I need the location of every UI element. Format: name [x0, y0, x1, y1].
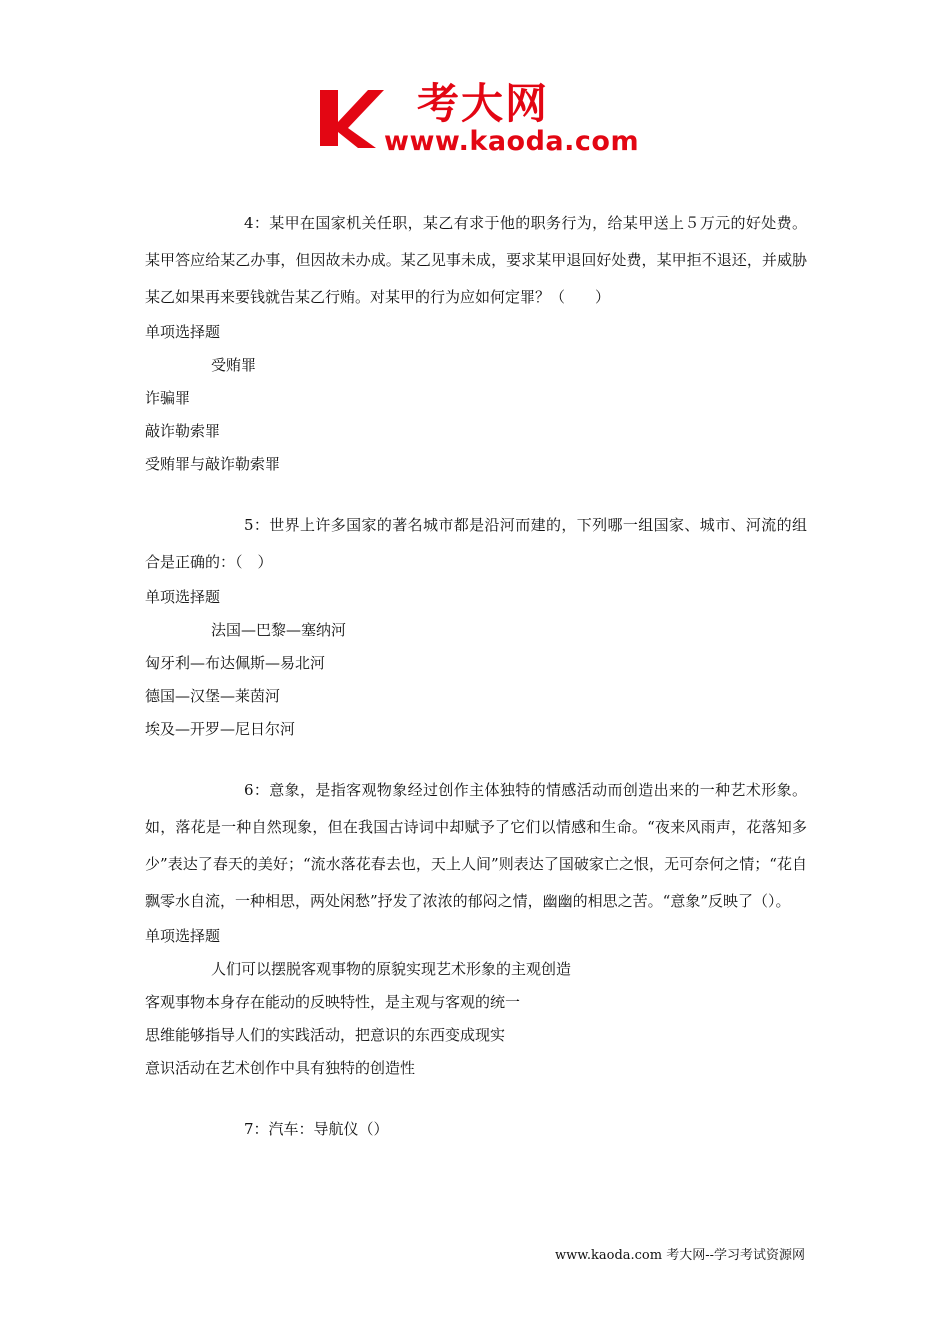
logo-k-mark [318, 84, 386, 154]
question-7 [145, 1111, 807, 1148]
option: 客观事物本身存在能动的反映特性，是主观与客观的统一 [145, 993, 521, 1011]
question-type: 单项选择题 [145, 323, 221, 341]
question-type: 单项选择题 [145, 588, 221, 606]
question-stem: 6：意象，是指客观物象经过创作主体独特的情感活动而创造出来的一种艺术形象。如，落花是一种自然现象，但在我国古诗词中却赋予了它们以情感和生命。“夜来风雨声，花落知多少”表达了春天的美好；“流水落花春去也，天上人间”则表达了国破家亡之恨，无可奈何之情；“花自飘零水自流，一种相思，两处闲愁”抒发了浓浓的郁闷之情，幽幽的相思之苦。“意象”反映了（）。 [145, 781, 807, 910]
question-5 [145, 507, 807, 746]
question-6 [145, 772, 807, 1085]
option: 匈牙利—布达佩斯—易北河 [145, 654, 326, 672]
option: 敲诈勒索罪 [145, 422, 221, 440]
logo-url: www.kaoda.com [384, 126, 640, 157]
kaoda-logo [318, 80, 638, 162]
option: 法国—巴黎—塞纳河 [211, 621, 347, 639]
option: 意识活动在艺术创作中具有独特的创造性 [145, 1059, 416, 1077]
option: 埃及—开罗—尼日尔河 [145, 720, 296, 738]
option: 思维能够指导人们的实践活动，把意识的东西变成现实 [145, 1026, 506, 1044]
option: 受贿罪与敲诈勒索罪 [145, 455, 281, 473]
question-list [145, 205, 807, 1148]
page-footer: www.kaoda.com 考大网--学习考试资源网 [555, 1248, 805, 1263]
logo-title: 考大网 [416, 79, 549, 128]
question-4 [145, 205, 807, 481]
question-type: 单项选择题 [145, 927, 221, 945]
option: 人们可以摆脱客观事物的原貌实现艺术形象的主观创造 [211, 960, 572, 978]
option: 受贿罪 [211, 356, 257, 374]
question-stem: 7：汽车：导航仪（） [244, 1120, 389, 1138]
option: 诈骗罪 [145, 389, 191, 407]
option: 德国—汉堡—莱茵河 [145, 687, 281, 705]
question-stem: 5：世界上许多国家的著名城市都是沿河而建的，下列哪一组国家、城市、河流的组合是正确的：（ ） [145, 516, 807, 571]
question-stem: 4：某甲在国家机关任职，某乙有求于他的职务行为，给某甲送上５万元的好处费。某甲答应给某乙办事，但因故未办成。某乙见事未成，要求某甲退回好处费，某甲拒不退还，并威胁某乙如果再来要钱就告某乙行贿。对某甲的行为应如何定罪？（ ） [145, 214, 807, 306]
